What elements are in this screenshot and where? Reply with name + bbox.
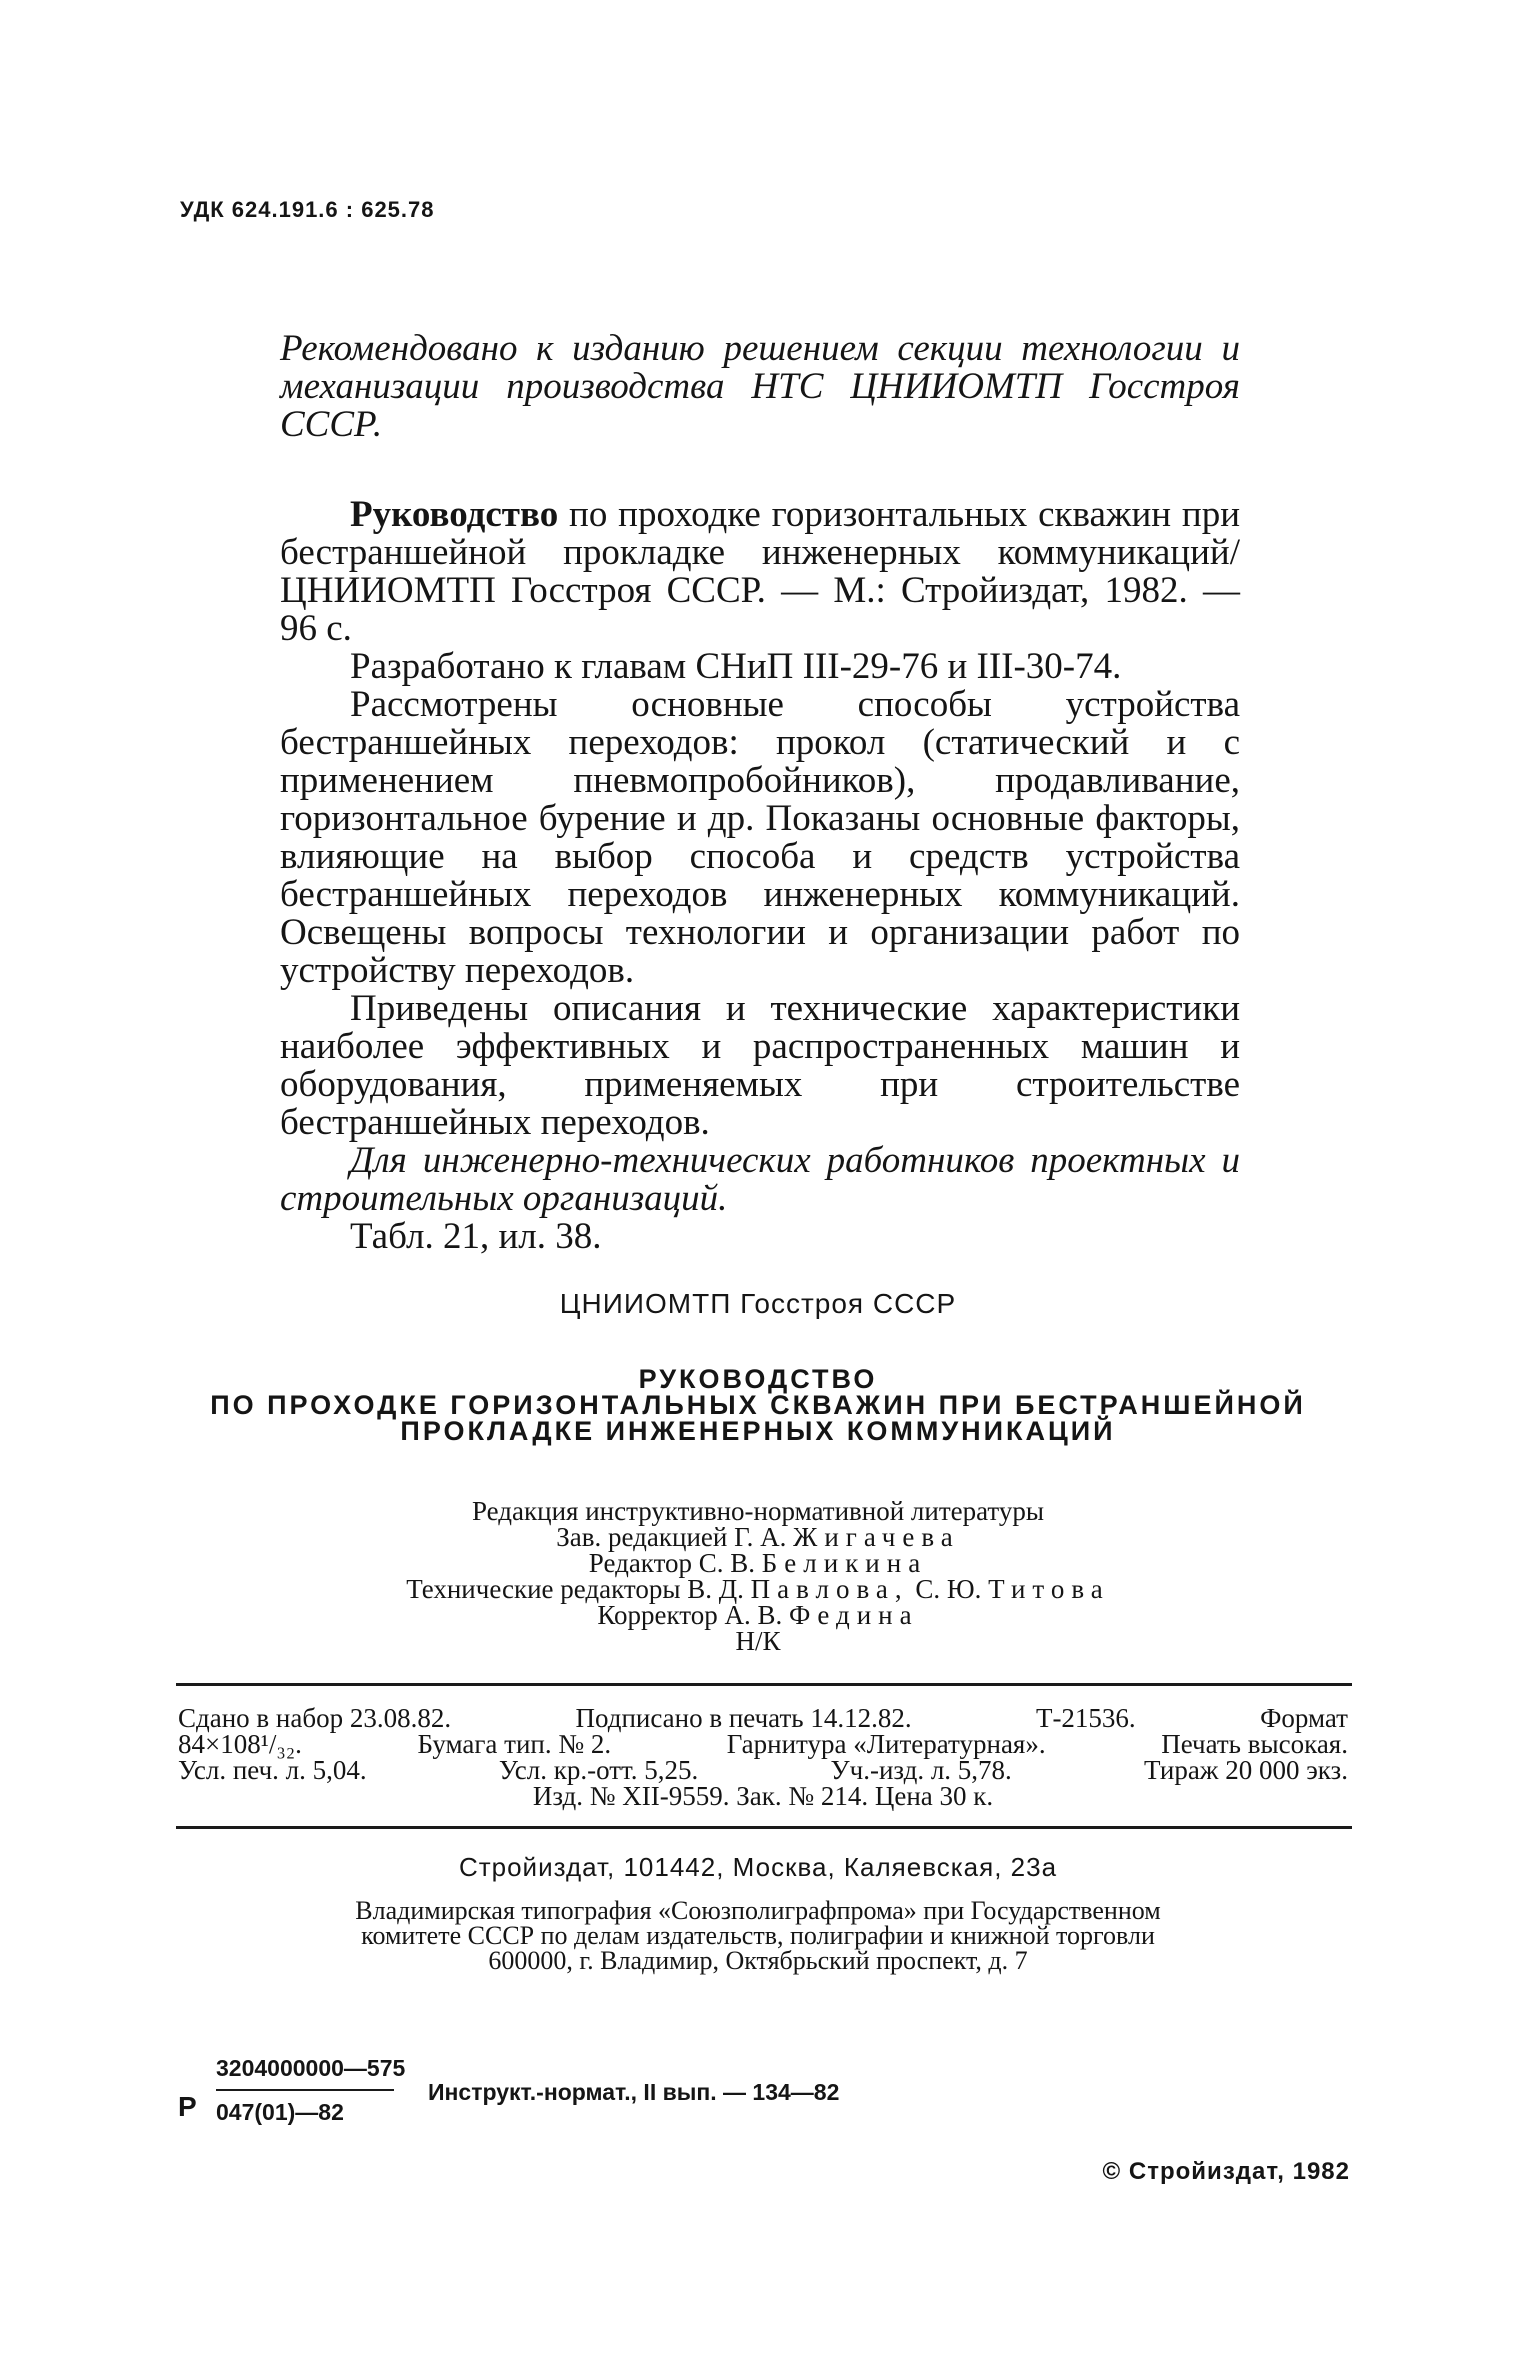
recommendation-note: Рекомендовано к изданию решением секции технологии и механизации производства НТС ЦНИИОМТП Госстроя СССР.	[280, 328, 1240, 445]
imprint-line: Усл. печ. л. 5,04. Усл. кр.-отт. 5,25. Уч.-изд. л. 5,78. Тираж 20 000 экз.	[178, 1755, 1348, 1785]
divider-bottom	[176, 1826, 1352, 1829]
printer-line: 600000, г. Владимир, Октябрьский проспект, д. 7	[488, 1946, 1028, 1975]
book-title	[150, 1366, 1366, 1444]
credits-tech-editors: Технические редакторы В. Д. Павлова, С. Ю. Титова	[406, 1574, 1110, 1604]
credits-editor: Редактор С. В. Беликина	[588, 1548, 928, 1578]
annotation-methods: Рассмотрены основные способы устройства бестраншейных переходов: прокол (статический и с применением пневмопробойников), продавливание, горизонтальное бурение и др. Показаны основные факторы, влияющие на выбор способа и средств устройства бестраншейных переходов инженерных коммуникаций. Освещены вопросы технологии и организации работ по устройству переходов.	[280, 684, 1240, 991]
annotation-lead: Руководство	[350, 494, 559, 535]
credits-corrector: Корректор А. В. Федина	[597, 1600, 919, 1630]
code-denominator: 047(01)—82	[216, 2099, 344, 2125]
printer-line: Владимирская типография «Союзполиграфпрома» при Государственном	[355, 1896, 1161, 1925]
tech-editor-name-1: Павлова,	[750, 1574, 909, 1604]
organization-name: ЦНИИОМТП Госстроя СССР	[559, 1288, 957, 1319]
editor-name: Беликина	[761, 1548, 928, 1578]
bibliographic-description	[280, 496, 1240, 648]
credits-head-editor: Зав. редакцией Г. А. Жигачева	[556, 1522, 960, 1552]
credits	[150, 1498, 1366, 1654]
copyright-notice: © Стройиздат, 1982	[1102, 2158, 1350, 2185]
annotation-machines: Приведены описания и технические характеристики наиболее эффективных и распространенных машин и оборудования, применяемых при строительстве бестраншейных переходов.	[280, 988, 1240, 1143]
title-line: РУКОВОДСТВО	[638, 1364, 878, 1394]
imprint-details	[178, 1705, 1348, 1809]
title-line: ПО ПРОХОДКЕ ГОРИЗОНТАЛЬНЫХ СКВАЖИН ПРИ БЕСТРАНШЕЙНОЙ	[210, 1390, 1306, 1420]
imprint-line: Сдано в набор 23.08.82. Подписано в печать 14.12.82. Т-21536. Формат	[178, 1703, 1348, 1733]
udk-code: УДК 624.191.6 : 625.78	[180, 197, 435, 222]
printer-line: комитете СССР по делам издательств, полиграфии и книжной торговли	[361, 1921, 1155, 1950]
head-editor-name: Жигачева	[793, 1522, 960, 1552]
publisher-address: Стройиздат, 101442, Москва, Каляевская, 23а	[458, 1852, 1058, 1882]
annotation-developed-for: Разработано к главам СНиП III-29-76 и III-30-74.	[350, 646, 1122, 687]
imprint-line: 84×108¹/₃₂. Бумага тип. № 2. Гарнитура «Литературная». Печать высокая.	[178, 1729, 1348, 1759]
credits-nk: Н/К	[735, 1626, 781, 1656]
code-numerator: 3204000000—575	[216, 2055, 406, 2081]
divider-top	[176, 1683, 1352, 1686]
fraction-bar	[216, 2089, 394, 2091]
annotation-tables: Табл. 21, ил. 38.	[350, 1216, 602, 1257]
printer-info	[150, 1898, 1366, 1973]
corrector-name: Федина	[789, 1600, 919, 1630]
annotation-audience: Для инженерно-технических работников проектных и строительных организаций.	[280, 1140, 1240, 1219]
title-line: ПРОКЛАДКЕ ИНЖЕНЕРНЫХ КОММУНИКАЦИЙ	[400, 1416, 1116, 1446]
tech-editor-name-2: Титова	[988, 1574, 1110, 1604]
credits-edition: Редакция инструктивно-нормативной литературы	[472, 1496, 1044, 1526]
annotation	[280, 496, 1240, 1256]
annotation-bibliographic: по проходке горизонтальных скважин при бестраншейной прокладке инженерных коммуникаций/ ЦНИИОМТП Госстроя СССР. — М.: Стройиздат, 1982. — 96 с.	[280, 494, 1240, 649]
code-letter: Р	[178, 2091, 197, 2122]
imprint-line: Изд. № XII-9559. Зак. № 214. Цена 30 к.	[532, 1781, 994, 1811]
code-tail: Инструкт.-нормат., II вып. — 134—82	[428, 2079, 840, 2105]
